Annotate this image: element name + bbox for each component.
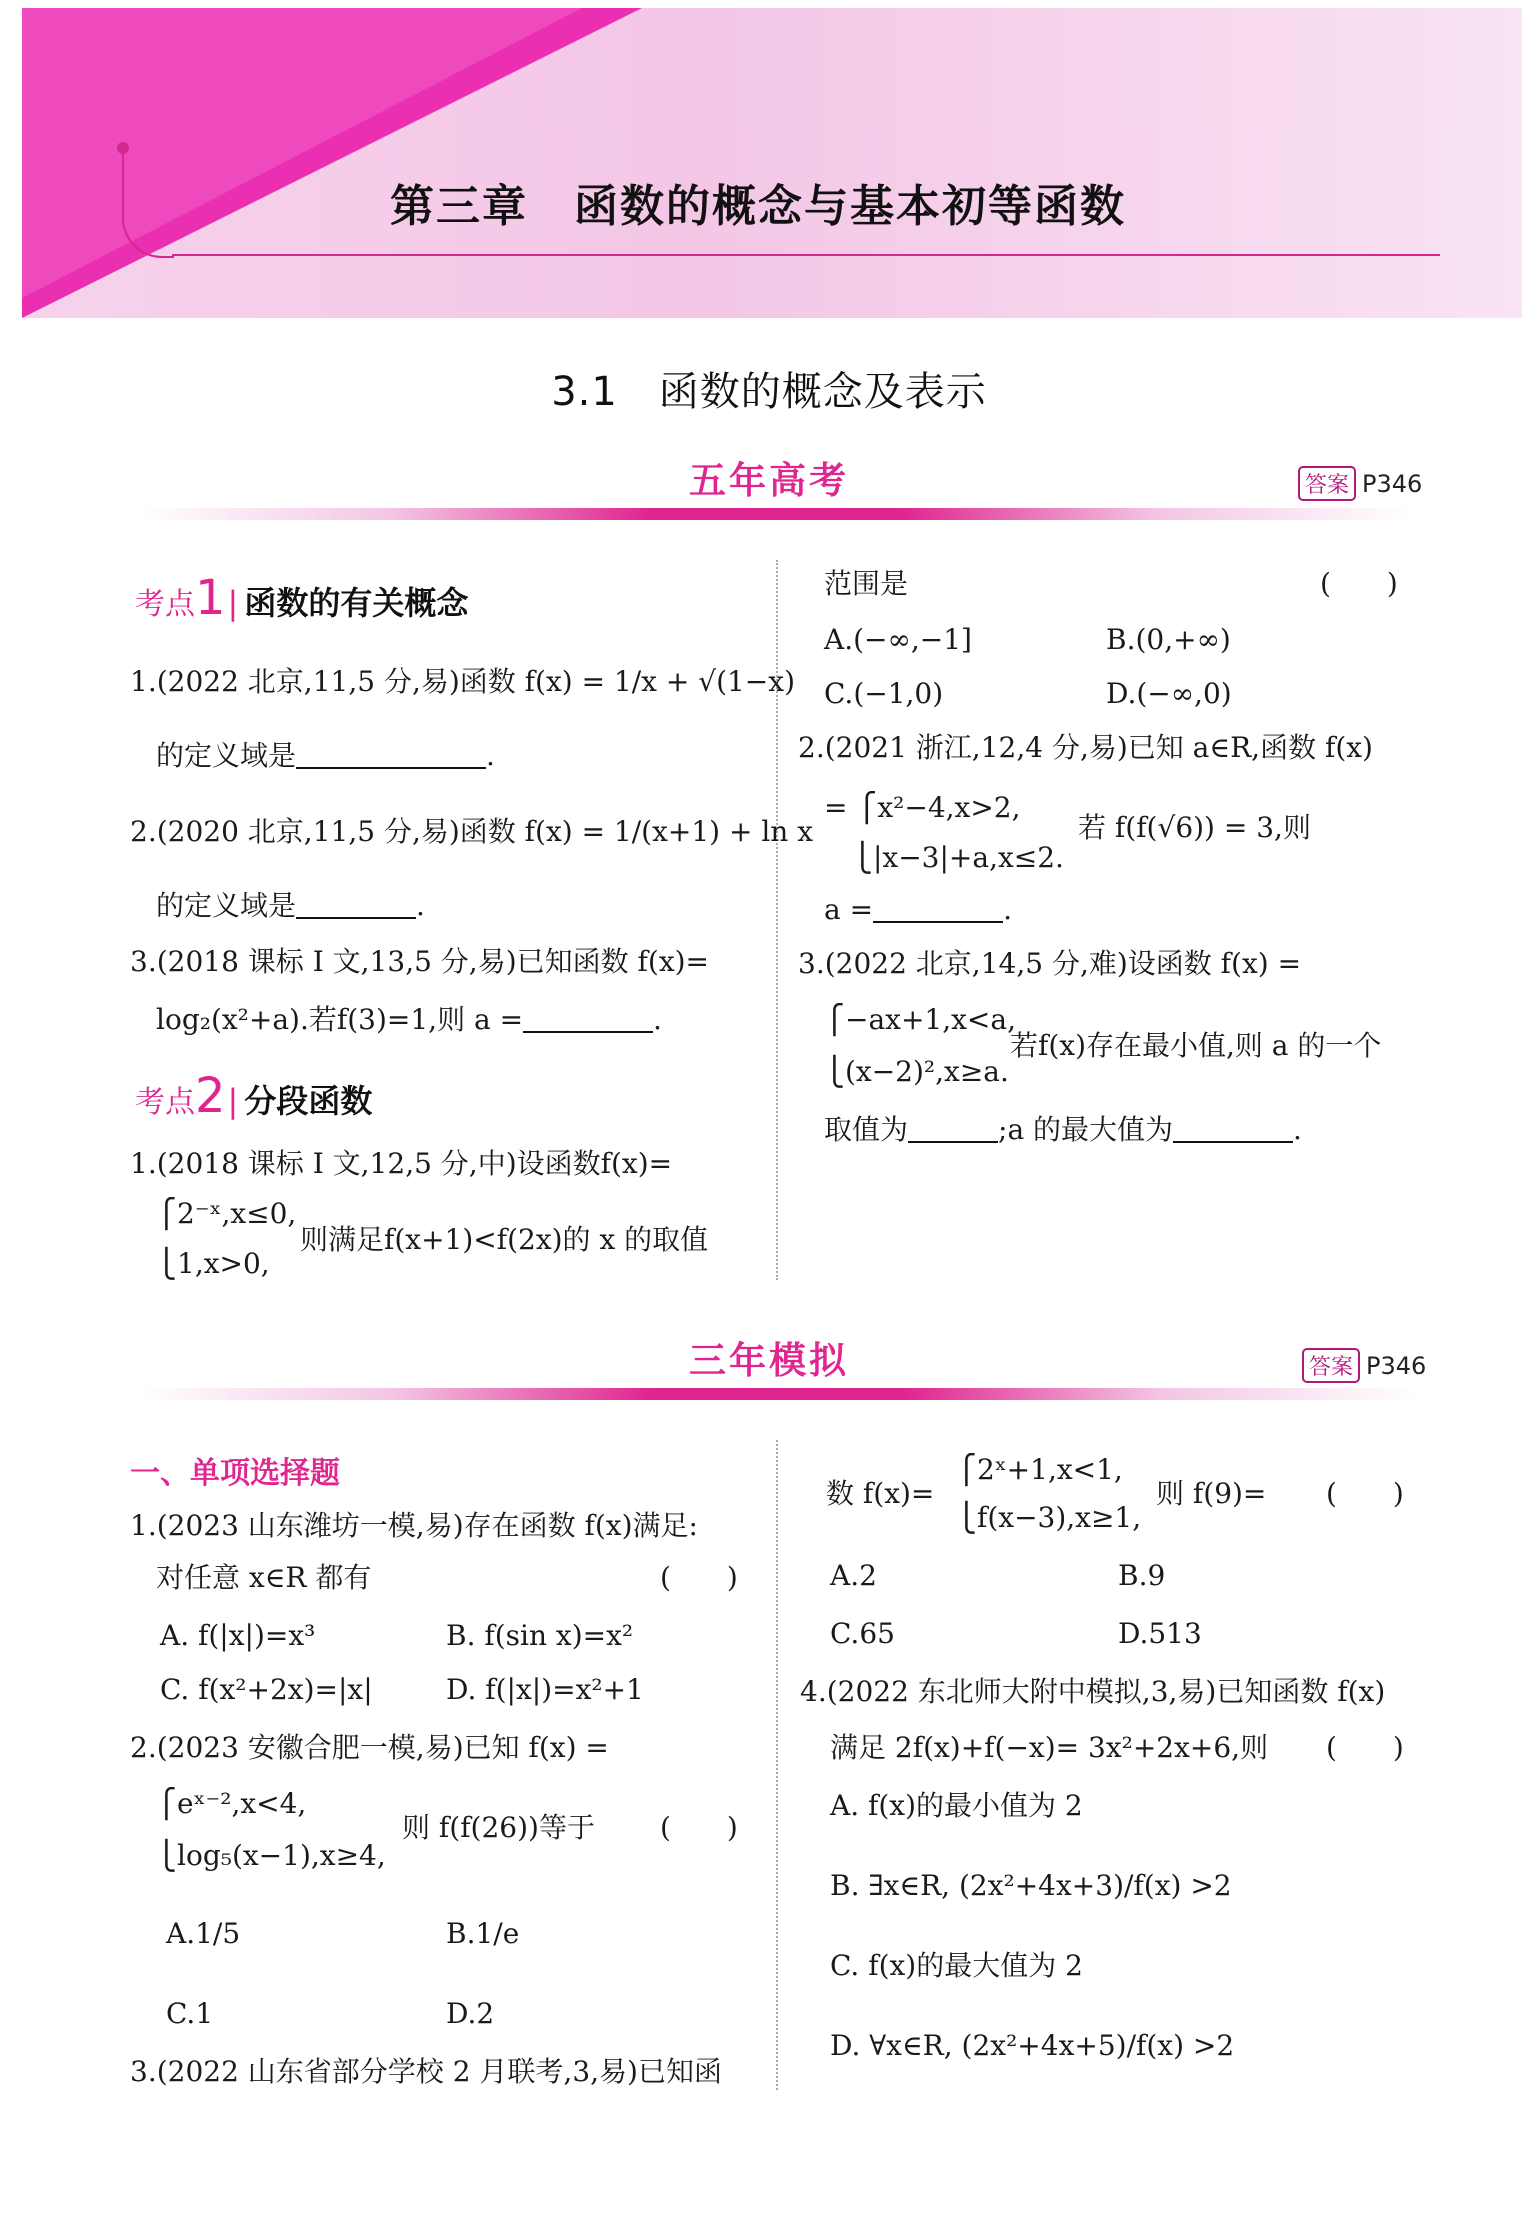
piecewise-line: ⎧eˣ⁻²,x<4, xyxy=(156,1787,307,1820)
option-a[interactable]: A.1/5 xyxy=(166,1917,241,1950)
answer-blank[interactable] xyxy=(873,893,1003,923)
piecewise-line: ⎧2⁻ˣ,x≤0, xyxy=(156,1197,297,1230)
band-bar xyxy=(140,1388,1415,1400)
question-text: log₂(x²+a).若f(3)=1,则 a = . xyxy=(156,1003,662,1036)
option-c[interactable]: C.(−1,0) xyxy=(824,677,944,710)
option-a[interactable]: A. f(|x|)=x³ xyxy=(160,1619,316,1652)
question-text: 若f(x)存在最小值,则 a 的一个 xyxy=(1010,1029,1382,1062)
section-heading: 一、单项选择题 xyxy=(130,1456,340,1491)
question-text: 则满足f(x+1)<f(2x)的 x 的取值 xyxy=(300,1223,709,1256)
option-c[interactable]: C. f(x²+2x)=|x| xyxy=(160,1673,373,1706)
answer-page: P346 xyxy=(1362,470,1423,498)
question-text: 的定义域是 . xyxy=(156,739,495,772)
chapter-title: 第三章 函数的概念与基本初等函数 xyxy=(390,181,1126,232)
piecewise-line: ⎩|x−3|+a,x≤2. xyxy=(824,841,1064,874)
kaodian-prefix: 考点 xyxy=(135,1085,195,1120)
option-d[interactable]: D.513 xyxy=(1118,1617,1202,1650)
column-divider xyxy=(776,1440,778,2090)
question-text: 数 f(x)= xyxy=(826,1477,935,1510)
kaodian-2-header: 考点2| 分段函数 xyxy=(135,1068,373,1124)
banner-line xyxy=(172,254,1440,256)
band-title-five-year: 五年高考 xyxy=(689,459,849,502)
kaodian-title: 函数的有关概念 xyxy=(244,584,469,622)
question-text: a = . xyxy=(824,893,1012,926)
question-text: 1.(2023 山东潍坊一模,易)存在函数 f(x)满足: xyxy=(130,1509,698,1542)
question-text: 2.(2021 浙江,12,4 分,易)已知 a∈R,函数 f(x) xyxy=(798,731,1373,764)
question-text: 4.(2022 东北师大附中模拟,3,易)已知函数 f(x) xyxy=(800,1675,1386,1708)
answer-blank[interactable] xyxy=(523,1003,653,1033)
question-text: 的定义域是 . xyxy=(156,889,425,922)
question-text: 则 f(f(26))等于 xyxy=(402,1811,595,1844)
question-text: 对任意 x∈R 都有 xyxy=(156,1561,372,1594)
option-b[interactable]: B.1/e xyxy=(446,1917,520,1950)
question-text: 3.(2022 北京,14,5 分,难)设函数 f(x) = xyxy=(798,947,1302,980)
option-c[interactable]: C. f(x)的最大值为 2 xyxy=(830,1949,1083,1982)
answer-ref[interactable] xyxy=(1298,466,1422,501)
option-d[interactable]: D. f(|x|)=x²+1 xyxy=(446,1673,644,1706)
kaodian-1-header: 考点1| 函数的有关概念 xyxy=(135,570,469,626)
piecewise-line: = ⎧x²−4,x>2, xyxy=(824,791,1021,824)
piecewise-line: ⎩f(x−3),x≥1, xyxy=(956,1501,1142,1534)
question-text: 满足 2f(x)+f(−x)= 3x²+2x+6,则 xyxy=(830,1731,1269,1764)
kaodian-title: 分段函数 xyxy=(244,1082,373,1120)
piecewise-line: ⎩(x−2)²,x≥a. xyxy=(824,1055,1009,1088)
answer-tag: 答案 xyxy=(1302,1348,1360,1383)
option-c[interactable]: C.1 xyxy=(166,1997,214,2030)
option-d[interactable]: D. ∀x∈R, (2x²+4x+5)/f(x) >2 xyxy=(830,2029,1235,2062)
piecewise-line: ⎩1,x>0, xyxy=(156,1247,270,1280)
chapter-banner xyxy=(22,8,1522,318)
band-title-three-year: 三年模拟 xyxy=(689,1339,849,1382)
question-text: 若 f(f(√6)) = 3,则 xyxy=(1078,811,1311,844)
question-text: 2.(2023 安徽合肥一模,易)已知 f(x) = xyxy=(130,1731,609,1764)
option-c[interactable]: C.65 xyxy=(830,1617,895,1650)
question-text: 2.(2020 北京,11,5 分,易)函数 f(x) = 1/(x+1) + ln x xyxy=(130,815,814,848)
banner-curve xyxy=(122,148,174,258)
option-b[interactable]: B. ∃x∈R, (2x²+4x+3)/f(x) >2 xyxy=(830,1869,1232,1902)
option-a[interactable]: A.2 xyxy=(830,1559,877,1592)
band-bar xyxy=(140,508,1410,520)
question-text: 则 f(9)= xyxy=(1156,1477,1267,1510)
answer-blank[interactable] xyxy=(296,739,486,769)
answer-bracket[interactable]: ( ) xyxy=(1326,1477,1404,1510)
answer-page: P346 xyxy=(1366,1352,1427,1380)
answer-tag: 答案 xyxy=(1298,466,1356,501)
question-text: 取值为 ;a 的最大值为 . xyxy=(824,1113,1302,1146)
question-text: 3.(2018 课标 Ⅰ 文,13,5 分,易)已知函数 f(x)= xyxy=(130,945,709,978)
section-title: 3.1 函数的概念及表示 xyxy=(551,369,987,415)
answer-bracket[interactable]: ( ) xyxy=(660,1561,738,1594)
option-d[interactable]: D.2 xyxy=(446,1997,495,2030)
option-b[interactable]: B.(0,+∞) xyxy=(1106,623,1231,656)
option-b[interactable]: B. f(sin x)=x² xyxy=(446,1619,634,1652)
question-text: 1.(2022 北京,11,5 分,易)函数 f(x) = 1/x + √(1−x) xyxy=(130,665,795,698)
kaodian-prefix: 考点 xyxy=(135,587,195,622)
answer-bracket[interactable]: ( ) xyxy=(1326,1731,1404,1764)
answer-blank[interactable] xyxy=(296,889,416,919)
answer-bracket[interactable]: ( ) xyxy=(1320,567,1398,600)
answer-bracket[interactable]: ( ) xyxy=(660,1811,738,1844)
option-a[interactable]: A.(−∞,−1] xyxy=(824,623,972,656)
question-text: 1.(2018 课标 Ⅰ 文,12,5 分,中)设函数f(x)= xyxy=(130,1147,673,1180)
banner-dot xyxy=(117,142,129,154)
answer-blank[interactable] xyxy=(1173,1113,1293,1143)
piecewise-line: ⎧2ˣ+1,x<1, xyxy=(956,1453,1123,1486)
option-a[interactable]: A. f(x)的最小值为 2 xyxy=(830,1789,1083,1822)
piecewise-line: ⎩log₅(x−1),x≥4, xyxy=(156,1839,386,1872)
kaodian-number: 1 xyxy=(195,570,226,626)
option-d[interactable]: D.(−∞,0) xyxy=(1106,677,1232,710)
answer-blank[interactable] xyxy=(908,1113,998,1143)
question-text: 范围是 xyxy=(824,567,909,600)
kaodian-number: 2 xyxy=(195,1068,226,1124)
option-b[interactable]: B.9 xyxy=(1118,1559,1166,1592)
piecewise-line: ⎧−ax+1,x<a, xyxy=(824,1003,1016,1036)
question-text: 3.(2022 山东省部分学校 2 月联考,3,易)已知函 xyxy=(130,2055,722,2088)
answer-ref[interactable] xyxy=(1302,1348,1426,1383)
